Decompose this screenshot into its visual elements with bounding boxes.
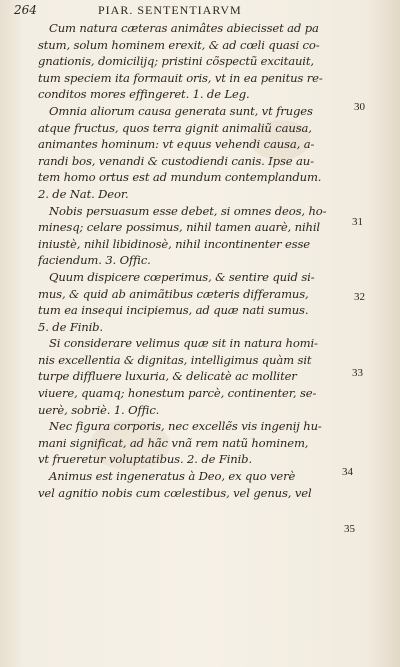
text-line: Animus est ingeneratus à Deo, ex quo verè xyxy=(49,469,296,484)
page-number: 264 xyxy=(14,3,37,17)
page-header xyxy=(14,3,390,21)
text-line: turpe diffluere luxuria, & delicatè ac molliter xyxy=(38,369,297,384)
text-line: 5. de Finib. xyxy=(38,319,103,334)
text-line: stum, solum hominem erexit, & ad cœli quasi co- xyxy=(38,37,320,52)
text-line: vel agnitio nobis cum cœlestibus, vel genus, vel xyxy=(38,485,312,500)
text-line: conditos mores effingeret. 1. de Leg. xyxy=(38,87,250,102)
text-line: randi bos, venandi & custodiendi canis. Ipse au- xyxy=(38,153,314,168)
margin-number: 34 xyxy=(342,466,353,478)
text-line: 2. de Nat. Deor. xyxy=(38,186,129,201)
text-line: atque fructus, quos terra gignit animaliũ causa, xyxy=(38,120,312,135)
text-line: viuere, quamq; honestum parcè, continenter, se- xyxy=(38,386,317,401)
text-line: mani significat, ad hãc vnã rem natũ hominem, xyxy=(38,435,309,450)
text-line: uerè, sobriè. 1. Offic. xyxy=(38,402,160,417)
text-line: Nobis persuasum esse debet, si omnes deos, ho- xyxy=(49,203,327,218)
margin-number: 31 xyxy=(352,216,363,228)
text-line: Cum natura cæteras animâtes abiecisset ad pa xyxy=(49,21,319,35)
text-line: vt frueretur voluptatibus. 2. de Finib. xyxy=(38,452,252,467)
margin-number: 33 xyxy=(352,367,363,379)
margin-number: 32 xyxy=(354,291,365,303)
text-line: iniustè, nihil libidinosè, nihil incontinenter esse xyxy=(38,236,310,251)
text-line: Quum dispicere cœperimus, & sentire quid si- xyxy=(49,269,315,284)
margin-number: 35 xyxy=(344,523,355,535)
text-line: Si considerare velimus quæ sit in natura homi- xyxy=(49,336,318,351)
text-line: Omnia aliorum causa generata sunt, vt fruges xyxy=(49,103,313,118)
text-line: faciendum. 3. Offic. xyxy=(38,253,151,268)
text-line: tum speciem ita formauit oris, vt in ea penitus re- xyxy=(38,70,323,85)
text-line: tem homo ortus est ad mundum contemplandum. xyxy=(38,170,322,185)
running-title: PIAR. SENTENTIARVM xyxy=(98,3,242,17)
text-line: nis excellentia & dignitas, intelligimus quàm sit xyxy=(38,352,312,367)
text-line: mus, & quid ab animãtibus cæteris differamus, xyxy=(38,286,309,301)
text-line: Nec figura corporis, nec excellẽs vis ingenij hu- xyxy=(49,419,322,434)
body-text xyxy=(38,20,378,501)
text-line: tum ea insequi incipiemus, ad quæ nati sumus. xyxy=(38,303,309,318)
text-line: animantes hominum: vt equus vehendi causa, a- xyxy=(38,137,315,152)
text-line: minesq; celare possimus, nihil tamen auarè, nihil xyxy=(38,220,320,235)
margin-number: 30 xyxy=(354,101,365,113)
text-line: gnationis, domicilijq; pristini cõspectũ excitauit, xyxy=(38,54,314,69)
